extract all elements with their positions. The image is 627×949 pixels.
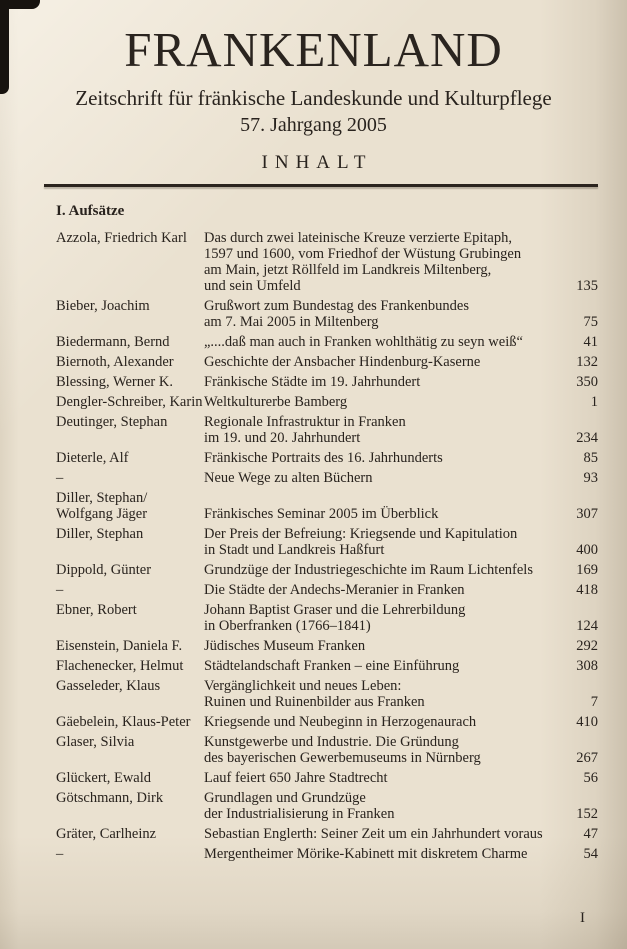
entry-title-line: Ruinen und Ruinenbilder aus Franken xyxy=(204,694,425,711)
entry-page-number: 85 xyxy=(583,450,598,467)
entry-author: Gäebelein, Klaus-Peter xyxy=(56,714,191,731)
entry-page-number: 169 xyxy=(576,562,598,579)
page-number: I xyxy=(580,910,585,926)
entry-title-line: Geschichte der Ansbacher Hindenburg-Kaserne xyxy=(204,354,481,371)
entry-page-number: 56 xyxy=(583,770,598,787)
entry-author-column xyxy=(56,334,204,350)
entry-title-line: Kunstgewerbe und Industrie. Die Gründung xyxy=(204,734,459,751)
entry-author-column xyxy=(56,826,204,842)
toc-entry xyxy=(56,334,598,350)
entry-author-column xyxy=(56,770,204,786)
entry-author-column xyxy=(56,734,204,750)
entry-title-line: Die Städte der Andechs-Meranier in Franken xyxy=(204,582,465,599)
entry-page-number: 350 xyxy=(576,374,598,391)
entry-author: Flachenecker, Helmut xyxy=(56,658,184,675)
toc-entry xyxy=(56,414,598,446)
entry-title-line: am Main, jetzt Röllfeld im Landkreis Miltenberg, xyxy=(204,262,492,279)
entry-title-line: im 19. und 20. Jahrhundert xyxy=(204,430,361,447)
entry-title-column xyxy=(204,658,564,674)
entry-author: – xyxy=(56,582,64,599)
entry-title-line: Sebastian Englerth: Seiner Zeit um ein Jahrhundert voraus xyxy=(204,826,543,843)
entry-page-number: 7 xyxy=(590,694,598,711)
entry-author-column xyxy=(56,394,204,410)
entry-title-line: Städtelandschaft Franken – eine Einführung xyxy=(204,658,460,675)
toc-entry xyxy=(56,230,598,294)
entry-author-column xyxy=(56,562,204,578)
entry-title-line: des bayerischen Gewerbemuseums in Nürnberg xyxy=(204,750,481,767)
entry-author: Götschmann, Dirk xyxy=(56,790,164,807)
entry-title-column xyxy=(204,582,564,598)
journal-volume: 57. Jahrgang 2005 xyxy=(240,114,387,137)
entry-author-column xyxy=(56,602,204,618)
entry-title-line: am 7. Mai 2005 in Miltenberg xyxy=(204,314,379,331)
toc-entry xyxy=(56,678,598,710)
entry-author-column xyxy=(56,582,204,598)
table-of-contents xyxy=(56,230,598,862)
entry-page-number: 267 xyxy=(576,750,598,767)
entry-page-number: 1 xyxy=(590,394,598,411)
toc-entry xyxy=(56,470,598,486)
scan-edge-artifact-top xyxy=(0,0,40,9)
entry-title-column xyxy=(204,414,564,446)
entry-author: Glückert, Ewald xyxy=(56,770,152,787)
entry-title-column xyxy=(204,562,564,578)
toc-entry xyxy=(56,790,598,822)
entry-title-column xyxy=(204,846,564,862)
entry-title-column xyxy=(204,298,564,330)
entry-author-column xyxy=(56,658,204,674)
entry-author: Ebner, Robert xyxy=(56,602,137,619)
entry-author-column xyxy=(56,638,204,654)
entry-title-line: Jüdisches Museum Franken xyxy=(204,638,366,655)
toc-entry xyxy=(56,374,598,390)
entry-title-column xyxy=(204,770,564,786)
entry-author: Eisenstein, Daniela F. xyxy=(56,638,183,655)
entry-title-column xyxy=(204,790,564,822)
scan-edge-artifact-left xyxy=(0,0,9,94)
entry-title-line: Regionale Infrastruktur in Franken xyxy=(204,414,406,431)
entry-title-line: und sein Umfeld xyxy=(204,278,301,295)
entry-page-number: 75 xyxy=(583,314,598,331)
journal-header xyxy=(0,0,627,174)
entry-author: Dengler-Schreiber, Karin xyxy=(56,394,203,411)
entry-page-number: 152 xyxy=(576,806,598,823)
entry-page-number: 47 xyxy=(583,826,598,843)
toc-entry xyxy=(56,826,598,842)
section-heading: I. Aufsätze xyxy=(56,203,125,220)
entry-author: – xyxy=(56,470,64,487)
entry-title-column xyxy=(204,826,564,842)
entry-title-line: Johann Baptist Graser und die Lehrerbildung xyxy=(204,602,466,619)
entry-title-line: Kriegsende und Neubeginn in Herzogenaurach xyxy=(204,714,477,731)
entry-title-line: Grußwort zum Bundestag des Frankenbundes xyxy=(204,298,469,315)
entry-author: Blessing, Werner K. xyxy=(56,374,173,391)
entry-author-column xyxy=(56,526,204,542)
entry-title-column xyxy=(204,354,564,370)
entry-author: – xyxy=(56,846,64,863)
journal-subtitle: Zeitschrift für fränkische Landeskunde und Kulturpflege xyxy=(75,86,552,110)
entry-author: Diller, Stephan xyxy=(56,526,144,543)
toc-entry xyxy=(56,490,598,522)
entry-author-column xyxy=(56,374,204,390)
contents-heading: INHALT xyxy=(261,152,373,174)
entry-author-column xyxy=(56,450,204,466)
entry-author-column xyxy=(56,470,204,486)
entry-title-line: Lauf feiert 650 Jahre Stadtrecht xyxy=(204,770,388,787)
entry-title-column xyxy=(204,374,564,390)
entry-title-line: Fränkische Portraits des 16. Jahrhunderts xyxy=(204,450,443,467)
entry-page-number: 54 xyxy=(583,846,598,863)
toc-entry xyxy=(56,562,598,578)
entry-title-column xyxy=(204,470,564,486)
entry-author: Glaser, Silvia xyxy=(56,734,135,751)
entry-title-line: Grundzüge der Industriegeschichte im Raum Lichtenfels xyxy=(204,562,533,579)
entry-title-line: Vergänglichkeit und neues Leben: xyxy=(204,678,402,695)
toc-entry xyxy=(56,354,598,370)
entry-author: Gräter, Carlheinz xyxy=(56,826,157,843)
entry-page-number: 132 xyxy=(576,354,598,371)
entry-page-number: 410 xyxy=(576,714,598,731)
toc-entry xyxy=(56,734,598,766)
entry-title-column xyxy=(204,450,564,466)
entry-page-number: 307 xyxy=(576,506,598,523)
entry-title-line: der Industrialisierung in Franken xyxy=(204,806,395,823)
toc-entry xyxy=(56,298,598,330)
entry-title-line: Mergentheimer Mörike-Kabinett mit diskretem Charme xyxy=(204,846,528,863)
entry-author-column xyxy=(56,714,204,730)
entry-page-number: 135 xyxy=(576,278,598,295)
entry-title-line: Fränkische Städte im 19. Jahrhundert xyxy=(204,374,421,391)
entry-page-number: 93 xyxy=(583,470,598,487)
entry-author: Deutinger, Stephan xyxy=(56,414,168,431)
entry-author-column xyxy=(56,490,204,522)
toc-entry xyxy=(56,658,598,674)
entry-author-column xyxy=(56,230,204,246)
entry-title-column xyxy=(204,526,564,558)
entry-title-line: Das durch zwei lateinische Kreuze verzierte Epitaph, xyxy=(204,230,512,247)
entry-title-line: Grundlagen und Grundzüge xyxy=(204,790,366,807)
entry-title-column xyxy=(204,734,564,766)
entry-title-line: 1597 und 1600, vom Friedhof der Wüstung Grubingen xyxy=(204,246,522,263)
entry-author: Wolfgang Jäger xyxy=(56,506,148,523)
entry-title-line: Weltkulturerbe Bamberg xyxy=(204,394,348,411)
entry-title-line: in Stadt und Landkreis Haßfurt xyxy=(204,542,385,559)
entry-title-column xyxy=(204,230,564,294)
toc-entry xyxy=(56,638,598,654)
entry-author: Dieterle, Alf xyxy=(56,450,129,467)
journal-title: FRANKENLAND xyxy=(124,22,503,77)
entry-page-number: 308 xyxy=(576,658,598,675)
entry-title-line: Neue Wege zu alten Büchern xyxy=(204,470,373,487)
entry-author: Diller, Stephan/ xyxy=(56,490,148,507)
entry-title-column xyxy=(204,334,564,350)
entry-author-column xyxy=(56,354,204,370)
header-divider-rule xyxy=(44,184,598,187)
entry-page-number: 418 xyxy=(576,582,598,599)
entry-author: Gasseleder, Klaus xyxy=(56,678,161,695)
entry-title-column xyxy=(204,394,564,410)
entry-author: Bieber, Joachim xyxy=(56,298,150,315)
toc-entry xyxy=(56,714,598,730)
toc-entry xyxy=(56,526,598,558)
toc-entry xyxy=(56,602,598,634)
entry-title-line: Fränkisches Seminar 2005 im Überblick xyxy=(204,506,439,523)
entry-title-column xyxy=(204,602,564,634)
entry-author: Azzola, Friedrich Karl xyxy=(56,230,187,247)
entry-author-column xyxy=(56,414,204,430)
toc-entry xyxy=(56,582,598,598)
entry-author-column xyxy=(56,846,204,862)
entry-author-column xyxy=(56,678,204,694)
entry-page-number: 292 xyxy=(576,638,598,655)
entry-page-number: 124 xyxy=(576,618,598,635)
entry-author-column xyxy=(56,298,204,314)
entry-page-number: 234 xyxy=(576,430,598,447)
toc-entry xyxy=(56,770,598,786)
toc-entry xyxy=(56,846,598,862)
entry-title-column xyxy=(204,714,564,730)
entry-page-number: 41 xyxy=(583,334,598,351)
toc-entry xyxy=(56,450,598,466)
entry-author-column xyxy=(56,790,204,806)
entry-page-number: 400 xyxy=(576,542,598,559)
entry-author: Biedermann, Bernd xyxy=(56,334,170,351)
entry-title-line: „....daß man auch in Franken wohlthätig zu seyn weiß“ xyxy=(204,334,523,351)
entry-title-column xyxy=(204,638,564,654)
entry-title-line: in Oberfranken (1766–1841) xyxy=(204,618,371,635)
entry-title-column xyxy=(204,678,564,710)
toc-entry xyxy=(56,394,598,410)
entry-author: Biernoth, Alexander xyxy=(56,354,174,371)
entry-title-line: Der Preis der Befreiung: Kriegsende und Kapitulation xyxy=(204,526,518,543)
entry-author: Dippold, Günter xyxy=(56,562,152,579)
entry-title-column xyxy=(204,506,564,522)
